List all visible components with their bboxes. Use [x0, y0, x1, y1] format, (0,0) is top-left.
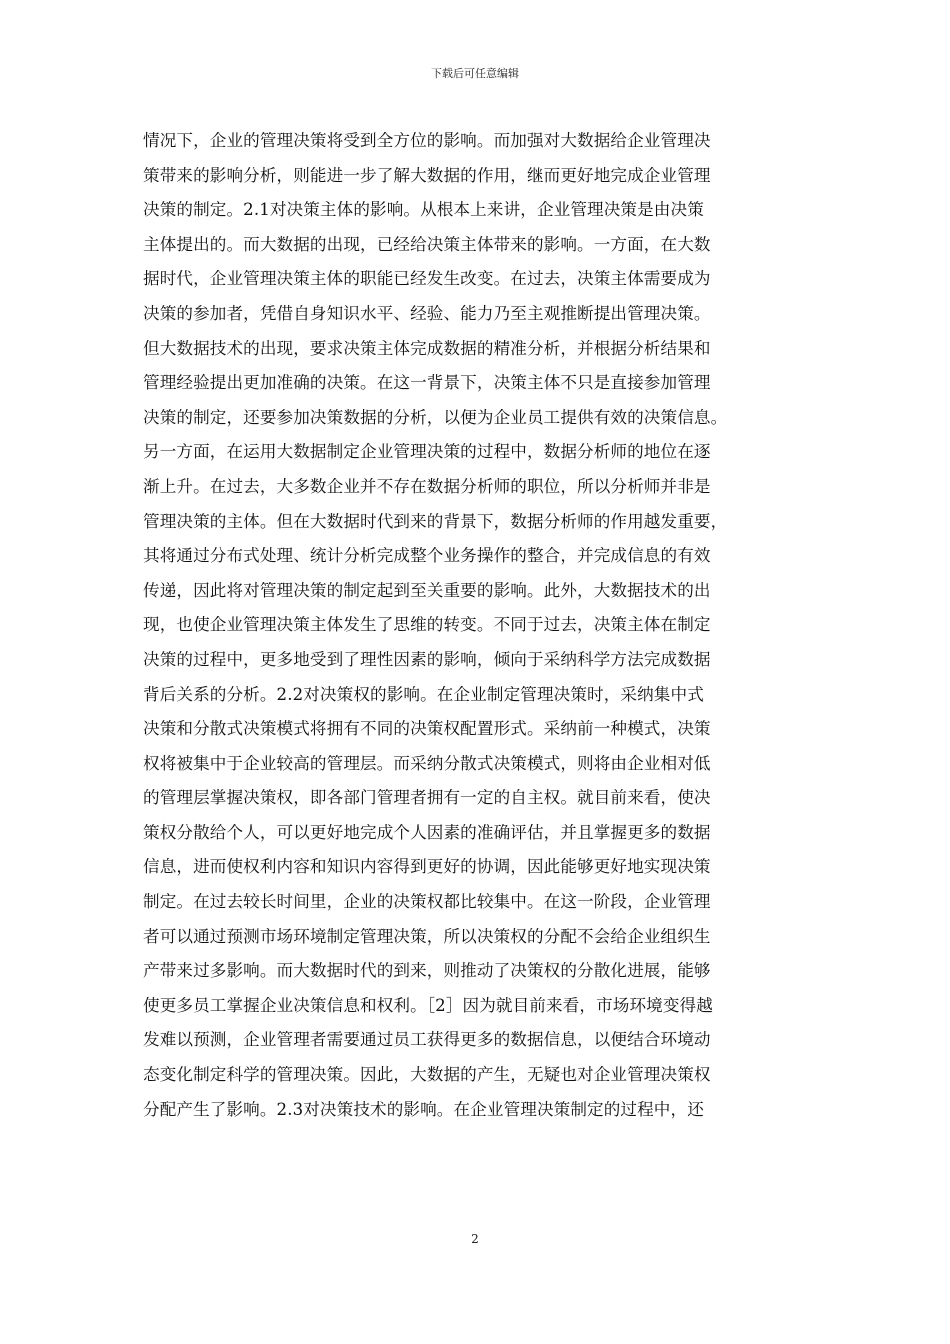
page-number: 2 [471, 1232, 479, 1246]
text-line: 决策的参加者，凭借自身知识水平、经验、能力乃至主观推断提出管理决策。 [143, 303, 711, 323]
text-line: 决策的制定，还要参加决策数据的分析，以便为企业员工提供有效的决策信息。 [143, 407, 728, 427]
text-line: 决策的过程中，更多地受到了理性因素的影响，倾向于采纳科学方法完成数据 [143, 649, 711, 669]
text-line: 但大数据技术的出现，要求决策主体完成数据的精准分析，并根据分析结果和 [143, 338, 711, 358]
text-line: 的管理层掌握决策权，即各部门管理者拥有一定的自主权。就目前来看，使决 [143, 788, 711, 808]
body-text [143, 124, 813, 1127]
text-line: 态变化制定科学的管理决策。因此，大数据的产生，无疑也对企业管理决策权 [143, 1065, 711, 1085]
text-line: 其将通过分布式处理、统计分析完成整个业务操作的整合，并完成信息的有效 [143, 546, 711, 566]
text-line: 据时代，企业管理决策主体的职能已经发生改变。在过去，决策主体需要成为 [143, 269, 711, 289]
text-line: 信息，进而使权利内容和知识内容得到更好的协调，因此能够更好地实现决策 [143, 857, 711, 877]
text-line: 制定。在过去较长时间里，企业的决策权都比较集中。在这一阶段，企业管理 [143, 892, 711, 912]
text-line: 渐上升。在过去，大多数企业并不存在数据分析师的职位，所以分析师并非是 [143, 476, 711, 496]
text-line: 决策和分散式决策模式将拥有不同的决策权配置形式。采纳前一种模式，决策 [143, 719, 711, 739]
text-line: 权将被集中于企业较高的管理层。而采纳分散式决策模式，则将由企业相对低 [143, 753, 711, 773]
text-line: 者可以通过预测市场环境制定管理决策，所以决策权的分配不会给企业组织生 [143, 926, 711, 946]
text-line: 现，也使企业管理决策主体发生了思维的转变。不同于过去，决策主体在制定 [143, 615, 711, 635]
text-line: 管理决策的主体。但在大数据时代到来的背景下，数据分析师的作用越发重要， [143, 511, 728, 531]
text-line: 主体提出的。而大数据的出现，已经给决策主体带来的影响。一方面，在大数 [143, 234, 711, 254]
text-line: 决策的制定。2.1对决策主体的影响。从根本上来讲，企业管理决策是由决策 [143, 200, 704, 220]
text-line: 传递，因此将对管理决策的制定起到至关重要的影响。此外，大数据技术的出 [143, 580, 711, 600]
page-header: 下载后可任意编辑 [431, 67, 519, 80]
text-line: 发难以预测，企业管理者需要通过员工获得更多的数据信息，以便结合环境动 [143, 1030, 711, 1050]
text-line: 另一方面，在运用大数据制定企业管理决策的过程中，数据分析师的地位在逐 [143, 442, 711, 462]
text-line: 情况下，企业的管理决策将受到全方位的影响。而加强对大数据给企业管理决 [143, 131, 711, 150]
text-line: 管理经验提出更加准确的决策。在这一背景下，决策主体不只是直接参加管理 [143, 373, 711, 393]
text-line: 分配产生了影响。2.3对决策技术的影响。在企业管理决策制定的过程中，还 [143, 1099, 704, 1119]
text-line: 产带来过多影响。而大数据时代的到来，则推动了决策权的分散化进展，能够 [143, 961, 711, 981]
text-line: 使更多员工掌握企业决策信息和权利。［2］因为就目前来看，市场环境变得越 [143, 995, 713, 1015]
text-line: 策带来的影响分析，则能进一步了解大数据的作用，继而更好地完成企业管理 [143, 165, 711, 185]
text-line: 背后关系的分析。2.2对决策权的影响。在企业制定管理决策时，采纳集中式 [143, 684, 704, 704]
text-line: 策权分散给个人，可以更好地完成个人因素的准确评估，并且掌握更多的数据 [143, 822, 711, 842]
